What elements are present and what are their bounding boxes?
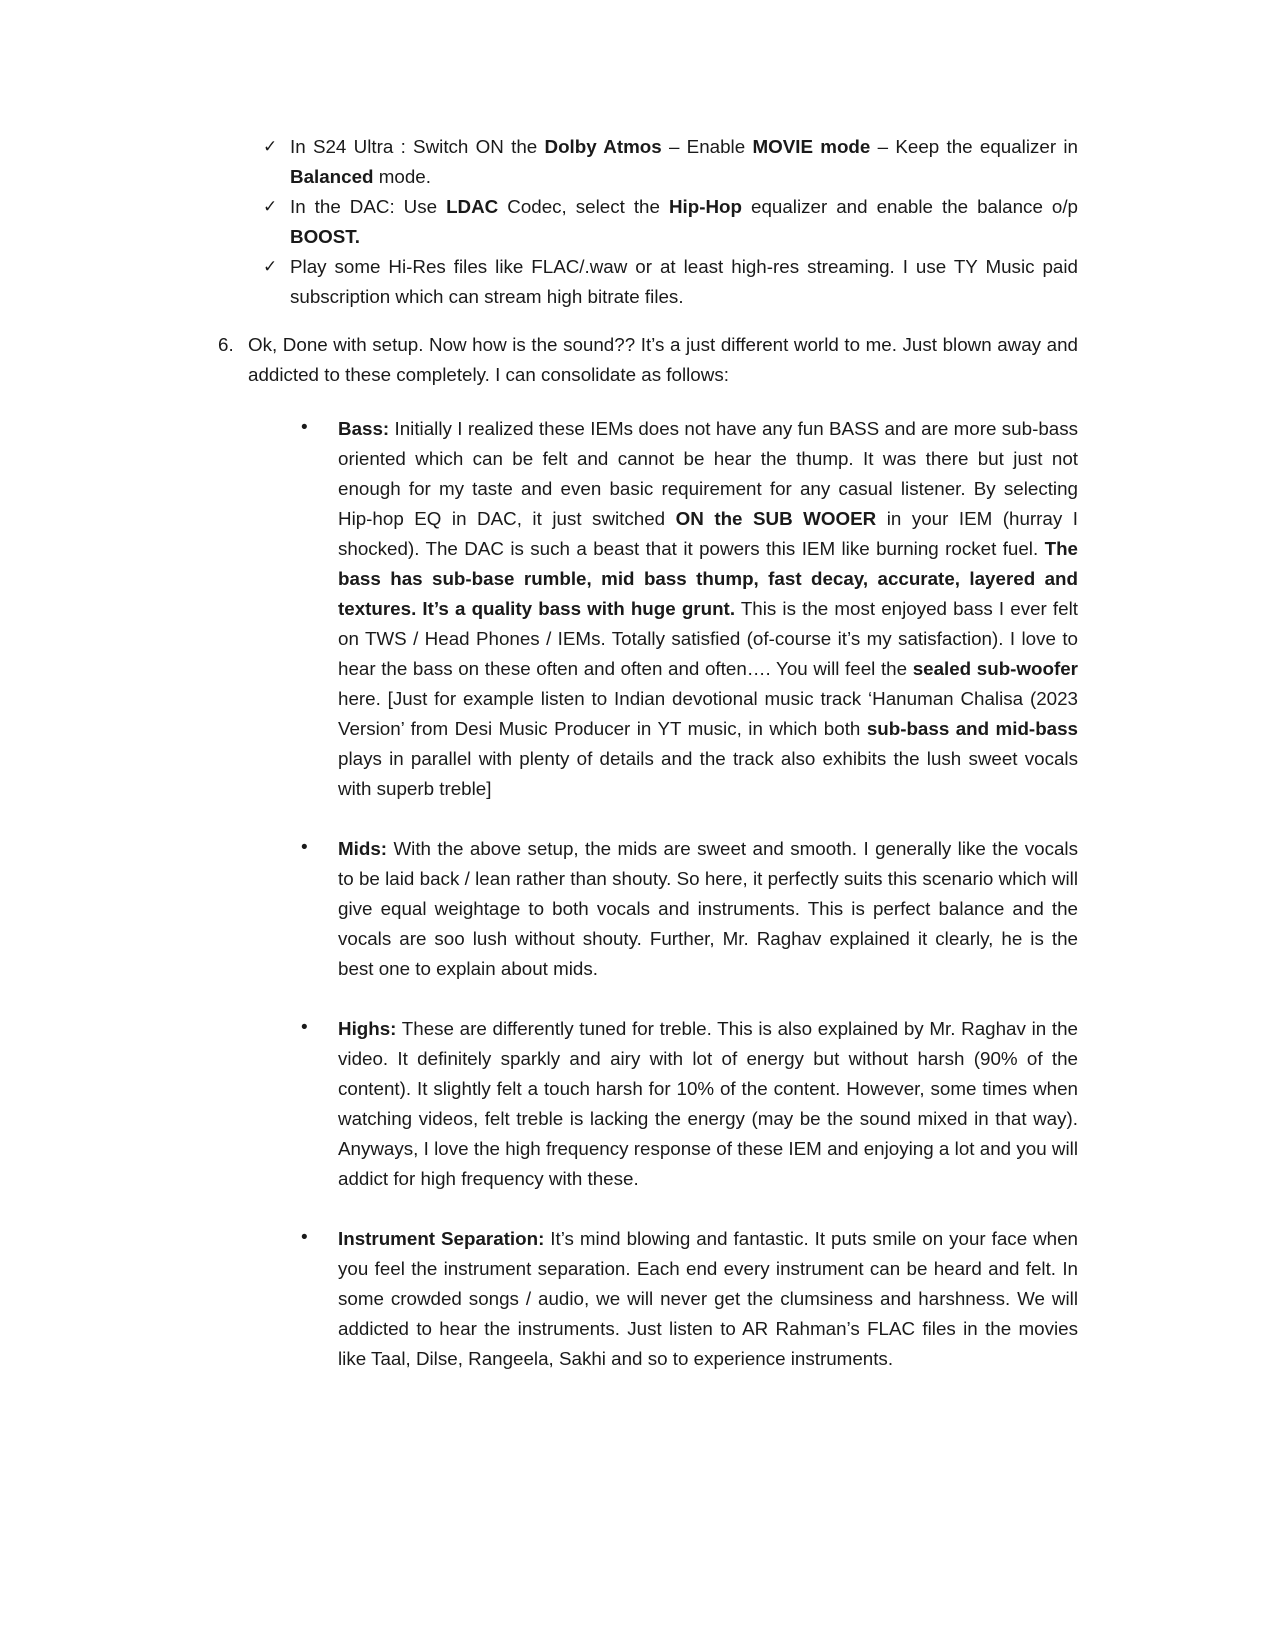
checkmark-icon: ✓ [263, 197, 278, 216]
text-segment: Play some Hi-Res files like FLAC/.waw or at least high-res streaming. I use TY Music paid subscription which can stream high bitrate files. [290, 256, 1078, 307]
text-segment: This is the most enjoyed bass I ever felt on TWS / Head Phones / IEMs. Totally satisfied (of-course it’s my satisfaction). I love to hear the bass on these often and often and often…. You will feel the [338, 598, 1078, 679]
bold-text-segment: LDAC [446, 196, 499, 217]
bullet-list-item [0, 414, 1275, 804]
bold-text-segment: ON the SUB WOOER [675, 508, 877, 529]
bold-text-segment: Bass: [338, 418, 390, 439]
bullet-item-text [338, 1228, 1078, 1369]
bold-text-segment: Balanced [290, 166, 374, 187]
text-segment: in your IEM (hurray I shocked). The DAC is such a beast that it powers this IEM like burning rocket fuel. [338, 508, 1078, 559]
text-segment: here. [Just for example listen to Indian devotional music track ‘Hanuman Chalisa (2023 Version’ from Desi Music Producer in YT music, in which both [338, 688, 1078, 739]
check-list-item [0, 132, 1275, 192]
text-segment: plays in parallel with plenty of details and the track also exhibits the lush sweet vocals with superb treble] [338, 748, 1078, 799]
list-number: 6. [218, 334, 234, 355]
text-segment: mode. [373, 166, 431, 187]
check-item-text [290, 196, 1078, 247]
bold-text-segment: Highs: [338, 1018, 397, 1039]
bullet-item-text [338, 1018, 1078, 1189]
text-segment: Initially I realized these IEMs does not have any fun BASS and are more sub-bass oriented which can be felt and cannot be hear the thump. It was there but just not enough for my taste and even basic requirement for any casual listener. By selecting Hip-hop EQ in DAC, it just switched [338, 418, 1078, 529]
check-item-text [290, 136, 1078, 187]
bullet-icon: • [301, 837, 308, 858]
text-segment: equalizer and enable the balance o/p [742, 196, 1078, 217]
bullet-item-text [338, 418, 1078, 799]
checkmark-icon: ✓ [263, 257, 278, 276]
bold-text-segment: Hip-Hop [668, 196, 742, 217]
bold-text-segment: MOVIE mode [752, 136, 871, 157]
text-segment: With the above setup, the mids are sweet and smooth. I generally like the vocals to be laid back / lean rather than shouty. So here, it perfectly suits this scenario which will give equal weightage to both vocals and instruments. This is perfect balance and the vocals are soo lush without shouty. Further, Mr. Raghav explained it clearly, he is the best one to explain about mids. [338, 838, 1078, 979]
bullet-list [0, 414, 1275, 1374]
bullet-icon: • [301, 1227, 308, 1248]
text-segment: In the DAC: Use [290, 196, 447, 217]
text-segment: It’s mind blowing and fantastic. It puts smile on your face when you feel the instrument separation. Each end every instrument can be heard and felt. In some crowded songs / audio, we will never get the clumsiness and harshness. We will addicted to hear the instruments. Just listen to AR Rahman’s FLAC files in the movies like Taal, Dilse, Rangeela, Sakhi and so to experience instruments. [338, 1228, 1078, 1369]
text-segment: Codec, select the [498, 196, 669, 217]
check-list-item [0, 252, 1275, 312]
numbered-paragraph [0, 330, 1275, 390]
bullet-list-item [0, 1014, 1275, 1194]
bullet-item-text [338, 838, 1078, 979]
text-segment: Ok, Done with setup. Now how is the sound?? It’s a just different world to me. Just blown away and addicted to these completely. I can consolidate as follows: [248, 334, 1078, 385]
bold-text-segment: BOOST. [290, 226, 360, 247]
bold-text-segment: Mids: [338, 838, 388, 859]
numbered-paragraph-text [248, 334, 1078, 385]
checklist [0, 132, 1275, 312]
text-segment: – Keep the equalizer in [870, 136, 1078, 157]
text-segment: In S24 Ultra : Switch ON the [290, 136, 545, 157]
check-list-item [0, 192, 1275, 252]
bullet-icon: • [301, 417, 308, 438]
checkmark-icon: ✓ [263, 137, 278, 156]
bullet-icon: • [301, 1017, 308, 1038]
text-segment: – Enable [661, 136, 753, 157]
text-segment: These are differently tuned for treble. This is also explained by Mr. Raghav in the video. It definitely sparkly and airy with lot of energy but without harsh (90% of the content). It slightly felt a touch harsh for 10% of the content. However, some times when watching videos, felt treble is lacking the energy (may be the sound mixed in that way). Anyways, I love the high frequency response of these IEM and enjoying a lot and you will addict for high frequency with these. [338, 1018, 1078, 1189]
bold-text-segment: Instrument Separation: [338, 1228, 545, 1249]
bold-text-segment: Dolby Atmos [544, 136, 662, 157]
bold-text-segment: The bass has sub-base rumble, mid bass thump, fast decay, accurate, layered and textures. It’s a quality bass with huge grunt. [338, 538, 1078, 619]
bold-text-segment: sub-bass and mid-bass [866, 718, 1078, 739]
bullet-list-item [0, 1224, 1275, 1374]
bullet-list-item [0, 834, 1275, 984]
bold-text-segment: sealed sub-woofer [912, 658, 1078, 679]
check-item-text [290, 256, 1078, 307]
